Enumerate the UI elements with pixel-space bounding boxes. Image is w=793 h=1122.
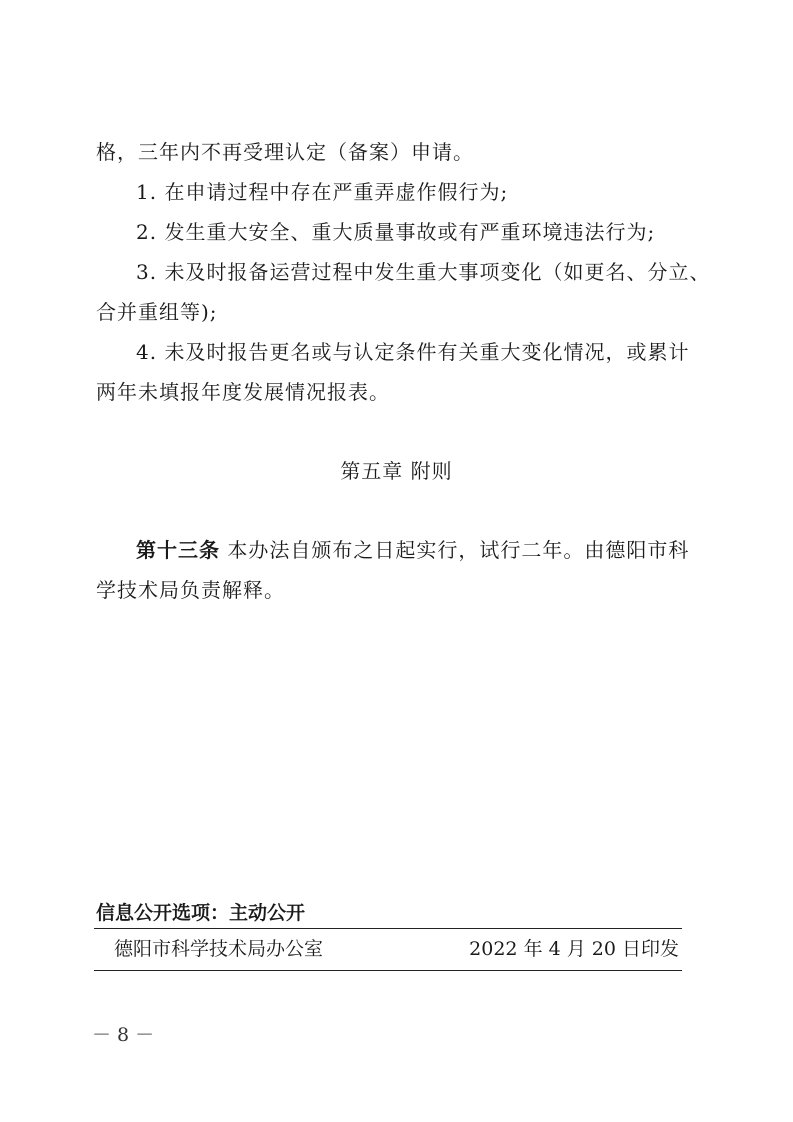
body-line-item-4: 4. 未及时报告更名或与认定条件有关重大变化情况，或累计	[136, 340, 690, 364]
footer-rule-bottom	[94, 970, 682, 971]
body-line-item-3: 3. 未及时报备运营过程中发生重大事项变化（如更名、分立、	[136, 260, 711, 284]
article-13-text: 本办法自颁布之日起实行，试行二年。由德阳市科	[227, 538, 690, 562]
issuing-office: 德阳市科学技术局办公室	[114, 938, 324, 960]
disclosure-option: 信息公开选项：主动公开	[96, 902, 306, 924]
body-line-item-2: 2. 发生重大安全、重大质量事故或有严重环境违法行为;	[136, 220, 656, 244]
body-line-item-3-cont: 合并重组等);	[96, 300, 218, 324]
chapter-heading: 第五章 附则	[340, 459, 453, 483]
issue-date: 2022 年 4 月 20 日印发	[469, 938, 679, 960]
article-13-line-2: 学技术局负责解释。	[96, 578, 285, 602]
body-line-item-4-cont: 两年未填报年度发展情况报表。	[96, 380, 390, 404]
page-number: － 8 －	[92, 1024, 155, 1046]
footer-rule-top	[94, 928, 682, 929]
body-line-item-1: 1. 在申请过程中存在严重弄虚作假行为;	[136, 180, 509, 204]
body-line-continuation: 格，三年内不再受理认定（备案）申请。	[96, 140, 474, 164]
article-13-label: 第十三条	[136, 538, 220, 562]
article-13-line-1	[136, 536, 689, 564]
